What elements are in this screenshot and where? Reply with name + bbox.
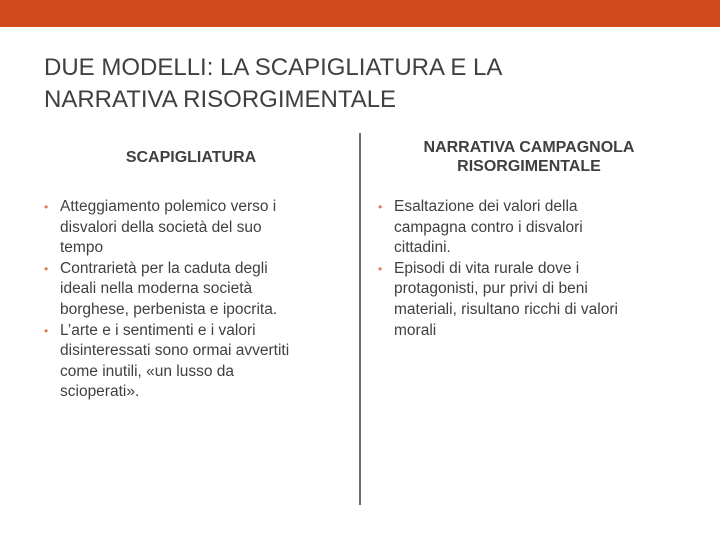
bullet-line: come inutili, «un lusso da (60, 362, 235, 380)
bullet-line: disvalori della società del suo (60, 218, 262, 236)
right-heading-line: NARRATIVA CAMPAGNOLA (423, 139, 635, 156)
bullet-line: materiali, risultano ricchi di valori (394, 300, 618, 318)
bullet-line: morali (394, 321, 437, 339)
top-accent-bar (0, 0, 720, 27)
bullet-line: • Episodi di vita rurale dove i (394, 259, 580, 277)
right-column-heading (384, 138, 674, 176)
bullet-line: • Esaltazione dei valori della (394, 198, 578, 215)
right-heading-line: RISORGIMENTALE (457, 158, 601, 175)
bullet-line: • L’arte e i sentimenti e i valori (60, 321, 256, 339)
left-bullet-item (44, 259, 344, 321)
column-divider (359, 133, 361, 505)
bullet-line: borghese, perbenista e ipocrita. (60, 300, 278, 318)
bullet-line: ideali nella moderna società (60, 280, 253, 298)
bullet-line: tempo (60, 239, 104, 257)
right-bullet-list (378, 197, 678, 341)
bullet-line: • Contrarietà per la caduta degli (60, 259, 268, 277)
bullet-line: cittadini. (394, 239, 451, 257)
bullet-line: disinteressati sono ormai avvertiti (60, 342, 290, 360)
left-column-heading (60, 148, 322, 167)
bullet-line: • Atteggiamento polemico verso i (60, 198, 277, 215)
slide-title-line: DUE MODELLI: LA SCAPIGLIATURA E LA (44, 54, 503, 81)
left-bullet-item (44, 321, 344, 403)
left-heading-line: SCAPIGLIATURA (125, 149, 257, 166)
slide-title-line: NARRATIVA RISORGIMENTALE (44, 86, 397, 113)
left-bullet-item (44, 197, 344, 259)
bullet-line: scioperati». (60, 383, 140, 401)
right-bullet-item (378, 259, 678, 341)
bullet-line: campagna contro i disvalori (394, 218, 583, 236)
slide-title (44, 52, 684, 116)
left-bullet-list (44, 197, 344, 403)
bullet-line: protagonisti, pur privi di beni (394, 280, 588, 298)
right-bullet-item (378, 197, 678, 259)
